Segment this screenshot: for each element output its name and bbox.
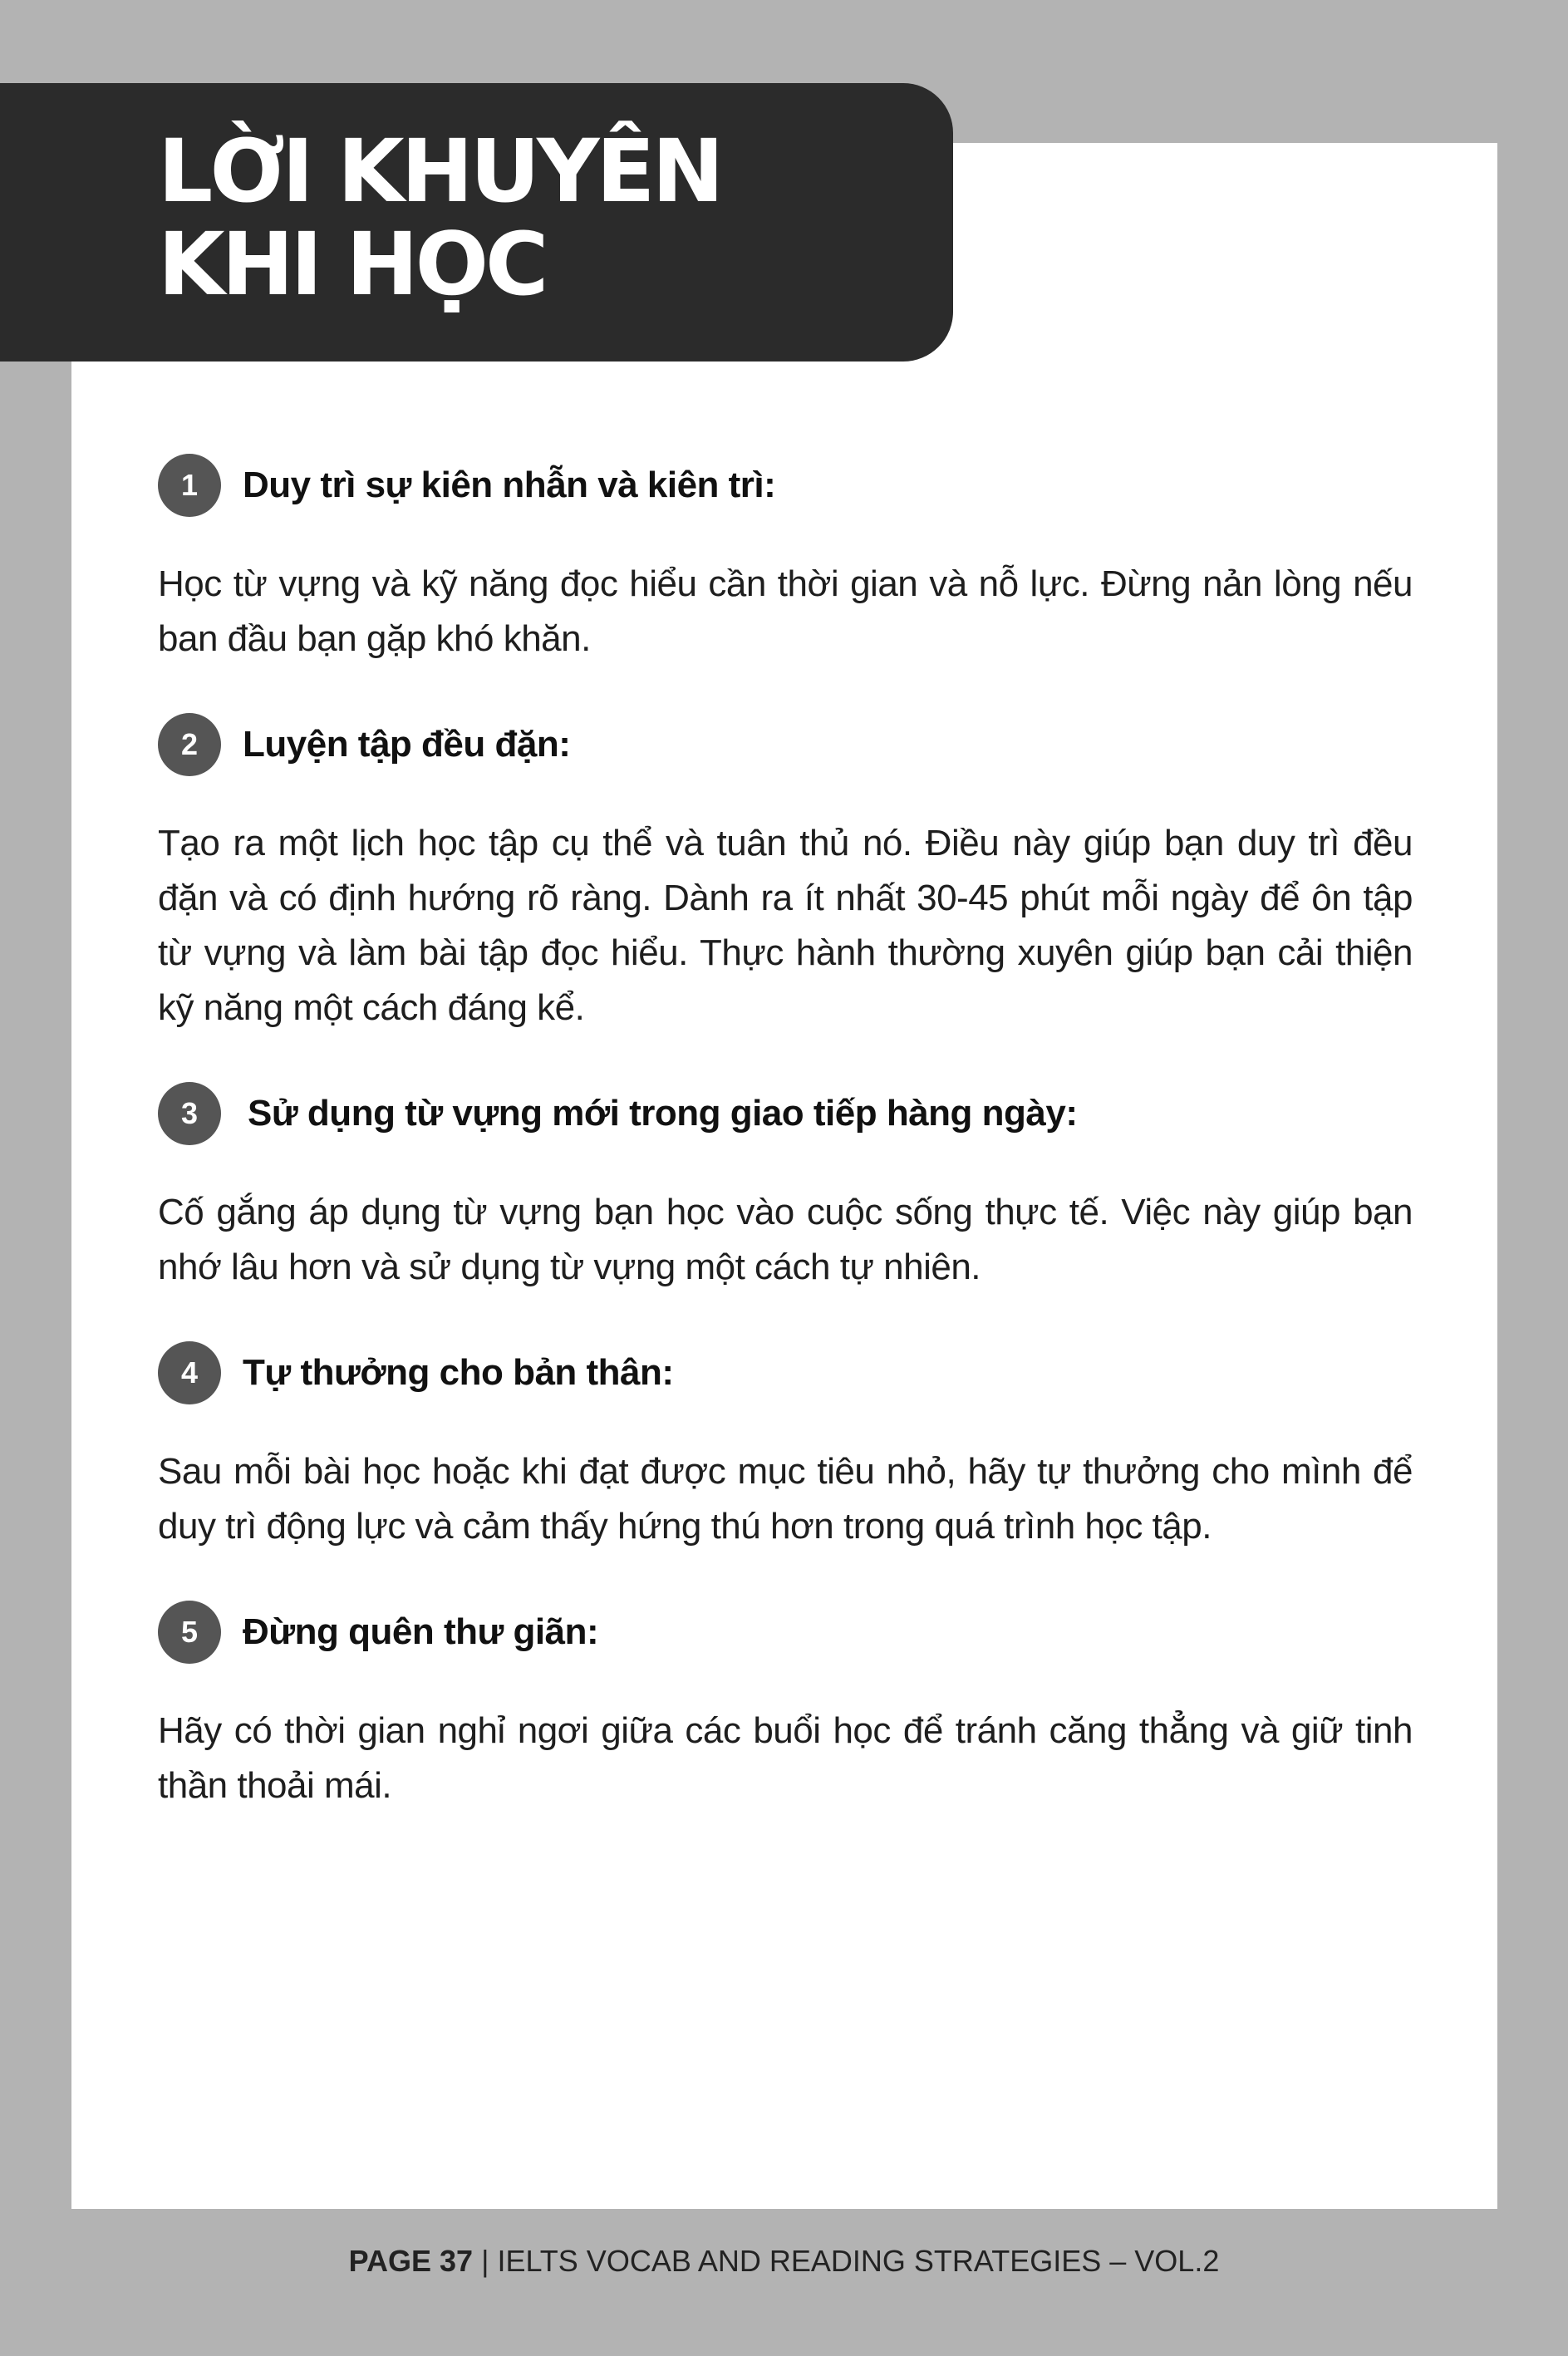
tip-title: Tự thưởng cho bản thân: <box>243 1352 674 1393</box>
tip-heading-2 <box>158 713 570 776</box>
footer-separator: | <box>481 2244 489 2278</box>
page-title <box>158 121 721 315</box>
tip-heading-5 <box>158 1601 598 1664</box>
page-number: PAGE 37 <box>348 2244 474 2278</box>
tip-heading-4 <box>158 1341 674 1404</box>
number-badge: 5 <box>158 1601 221 1664</box>
tip-body: Học từ vựng và kỹ năng đọc hiểu cần thời gian và nỗ lực. Đừng nản lòng nếu ban đầu bạn gặp khó khăn. <box>158 563 1413 659</box>
tip-title: Luyện tập đều đặn: <box>243 724 571 765</box>
number-badge: 1 <box>158 454 221 517</box>
tip-title: Sử dụng từ vựng mới trong giao tiếp hàng ngày: <box>248 1093 1078 1134</box>
page-title-line-2: KHI HỌC <box>158 214 546 315</box>
tip-title: Đừng quên thư giãn: <box>243 1611 599 1652</box>
tip-heading-1 <box>158 454 775 517</box>
number-badge: 3 <box>158 1082 221 1145</box>
page-footer <box>0 2244 1568 2279</box>
page-title-line-1: LỜI KHUYÊN <box>158 121 721 222</box>
tip-body: Tạo ra một lịch học tập cụ thể và tuân thủ nó. Điều này giúp bạn duy trì đều đặn và có định hướng rõ ràng. Dành ra ít nhất 30-45 phút mỗi ngày để ôn tập từ vựng và làm bài tập đọc hiểu. Thực hành thường xuyên giúp bạn cải thiện kỹ năng một cách đáng kể. <box>158 823 1413 1028</box>
tip-body: Hãy có thời gian nghỉ ngơi giữa các buổi học để tránh căng thẳng và giữ tinh thần thoải mái. <box>158 1710 1413 1806</box>
number-badge: 2 <box>158 713 221 776</box>
content-panel <box>71 143 1497 2209</box>
number-badge: 4 <box>158 1341 221 1404</box>
tip-body: Cố gắng áp dụng từ vựng bạn học vào cuộc sống thực tế. Việc này giúp bạn nhớ lâu hơn và sử dụng từ vựng một cách tự nhiên. <box>158 1192 1413 1287</box>
tip-title: Duy trì sự kiên nhẫn và kiên trì: <box>243 465 776 505</box>
tip-body: Sau mỗi bài học hoặc khi đạt được mục tiêu nhỏ, hãy tự thưởng cho mình để duy trì động lực và cảm thấy hứng thú hơn trong quá trình học tập. <box>158 1451 1413 1547</box>
tip-heading-3 <box>158 1082 1078 1145</box>
book-title: IELTS VOCAB AND READING STRATEGIES – VOL.2 <box>497 2244 1220 2278</box>
